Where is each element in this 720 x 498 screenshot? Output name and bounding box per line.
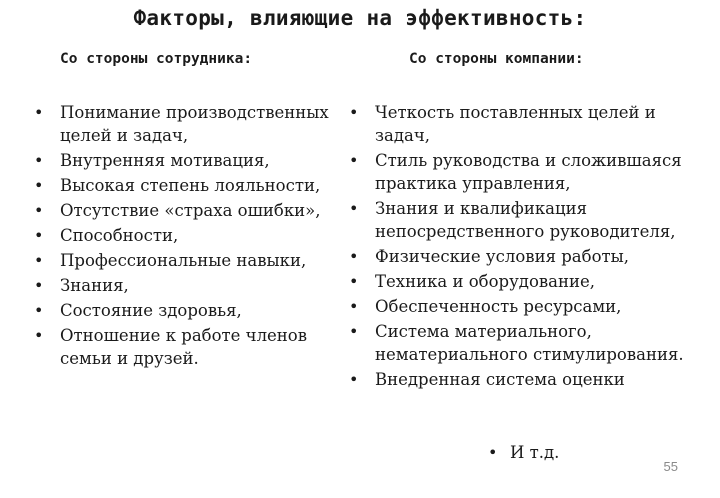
etc-item <box>488 441 559 464</box>
list-item-text: Профессиональные навыки, <box>60 251 307 270</box>
bullet-icon: • <box>349 370 359 389</box>
list-item-text: Знания и квалификация непосредственного руководителя, <box>375 199 676 241</box>
employee-factors-list <box>34 101 344 372</box>
bullet-icon: • <box>349 247 359 266</box>
bullet-icon: • <box>34 103 44 122</box>
list-item-text: Внедренная система оценки <box>375 370 625 389</box>
list-item-text: Техника и оборудование, <box>375 272 596 291</box>
list-item-text: Знания, <box>60 276 129 295</box>
list-item <box>34 299 344 322</box>
list-item <box>34 199 344 222</box>
list-item <box>349 149 709 195</box>
list-item <box>349 245 709 268</box>
list-item <box>349 368 709 391</box>
bullet-icon: • <box>34 276 44 295</box>
bullet-icon: • <box>488 443 498 462</box>
bullet-icon: • <box>34 176 44 195</box>
list-item-text: Система материального, нематериального стимулирования. <box>375 322 684 364</box>
company-side-heading: Со стороны компании: <box>409 51 584 67</box>
list-item-text: Высокая степень лояльности, <box>60 176 321 195</box>
list-item-text: Внутренняя мотивация, <box>60 151 270 170</box>
bullet-icon: • <box>34 226 44 245</box>
list-item <box>349 197 709 243</box>
list-item-text: Четкость поставленных целей и задач, <box>375 103 656 145</box>
company-factors-list <box>349 101 709 393</box>
list-item <box>34 324 344 370</box>
list-item <box>349 320 709 366</box>
slide-title: Факторы, влияющие на эффективность: <box>133 6 587 30</box>
list-item <box>34 274 344 297</box>
list-item <box>34 101 344 147</box>
list-item-text: Понимание производственных целей и задач, <box>60 103 329 145</box>
list-item <box>349 101 709 147</box>
list-item <box>349 295 709 318</box>
list-item <box>34 174 344 197</box>
list-item <box>34 224 344 247</box>
list-item-text: Обеспеченность ресурсами, <box>375 297 622 316</box>
list-item-text: Состояние здоровья, <box>60 301 242 320</box>
page-number: 55 <box>663 459 678 474</box>
list-item-text: Стиль руководства и сложившаяся практика управления, <box>375 151 682 193</box>
list-item <box>34 249 344 272</box>
bullet-icon: • <box>349 103 359 122</box>
bullet-icon: • <box>34 251 44 270</box>
list-item-text: Физические условия работы, <box>375 247 630 266</box>
list-item-text: Отношение к работе членов семьи и друзей. <box>60 326 308 368</box>
bullet-icon: • <box>34 301 44 320</box>
bullet-icon: • <box>349 322 359 341</box>
bullet-icon: • <box>34 201 44 220</box>
bullet-icon: • <box>349 272 359 291</box>
bullet-icon: • <box>34 326 44 345</box>
bullet-icon: • <box>349 297 359 316</box>
list-item-text: Отсутствие «страха ошибки», <box>60 201 321 220</box>
list-item-text: Способности, <box>60 226 179 245</box>
bullet-icon: • <box>34 151 44 170</box>
bullet-icon: • <box>349 199 359 218</box>
list-item <box>349 270 709 293</box>
etc-item-text: И т.д. <box>510 443 560 462</box>
employee-side-heading: Со стороны сотрудника: <box>60 51 253 67</box>
bullet-icon: • <box>349 151 359 170</box>
list-item <box>34 149 344 172</box>
